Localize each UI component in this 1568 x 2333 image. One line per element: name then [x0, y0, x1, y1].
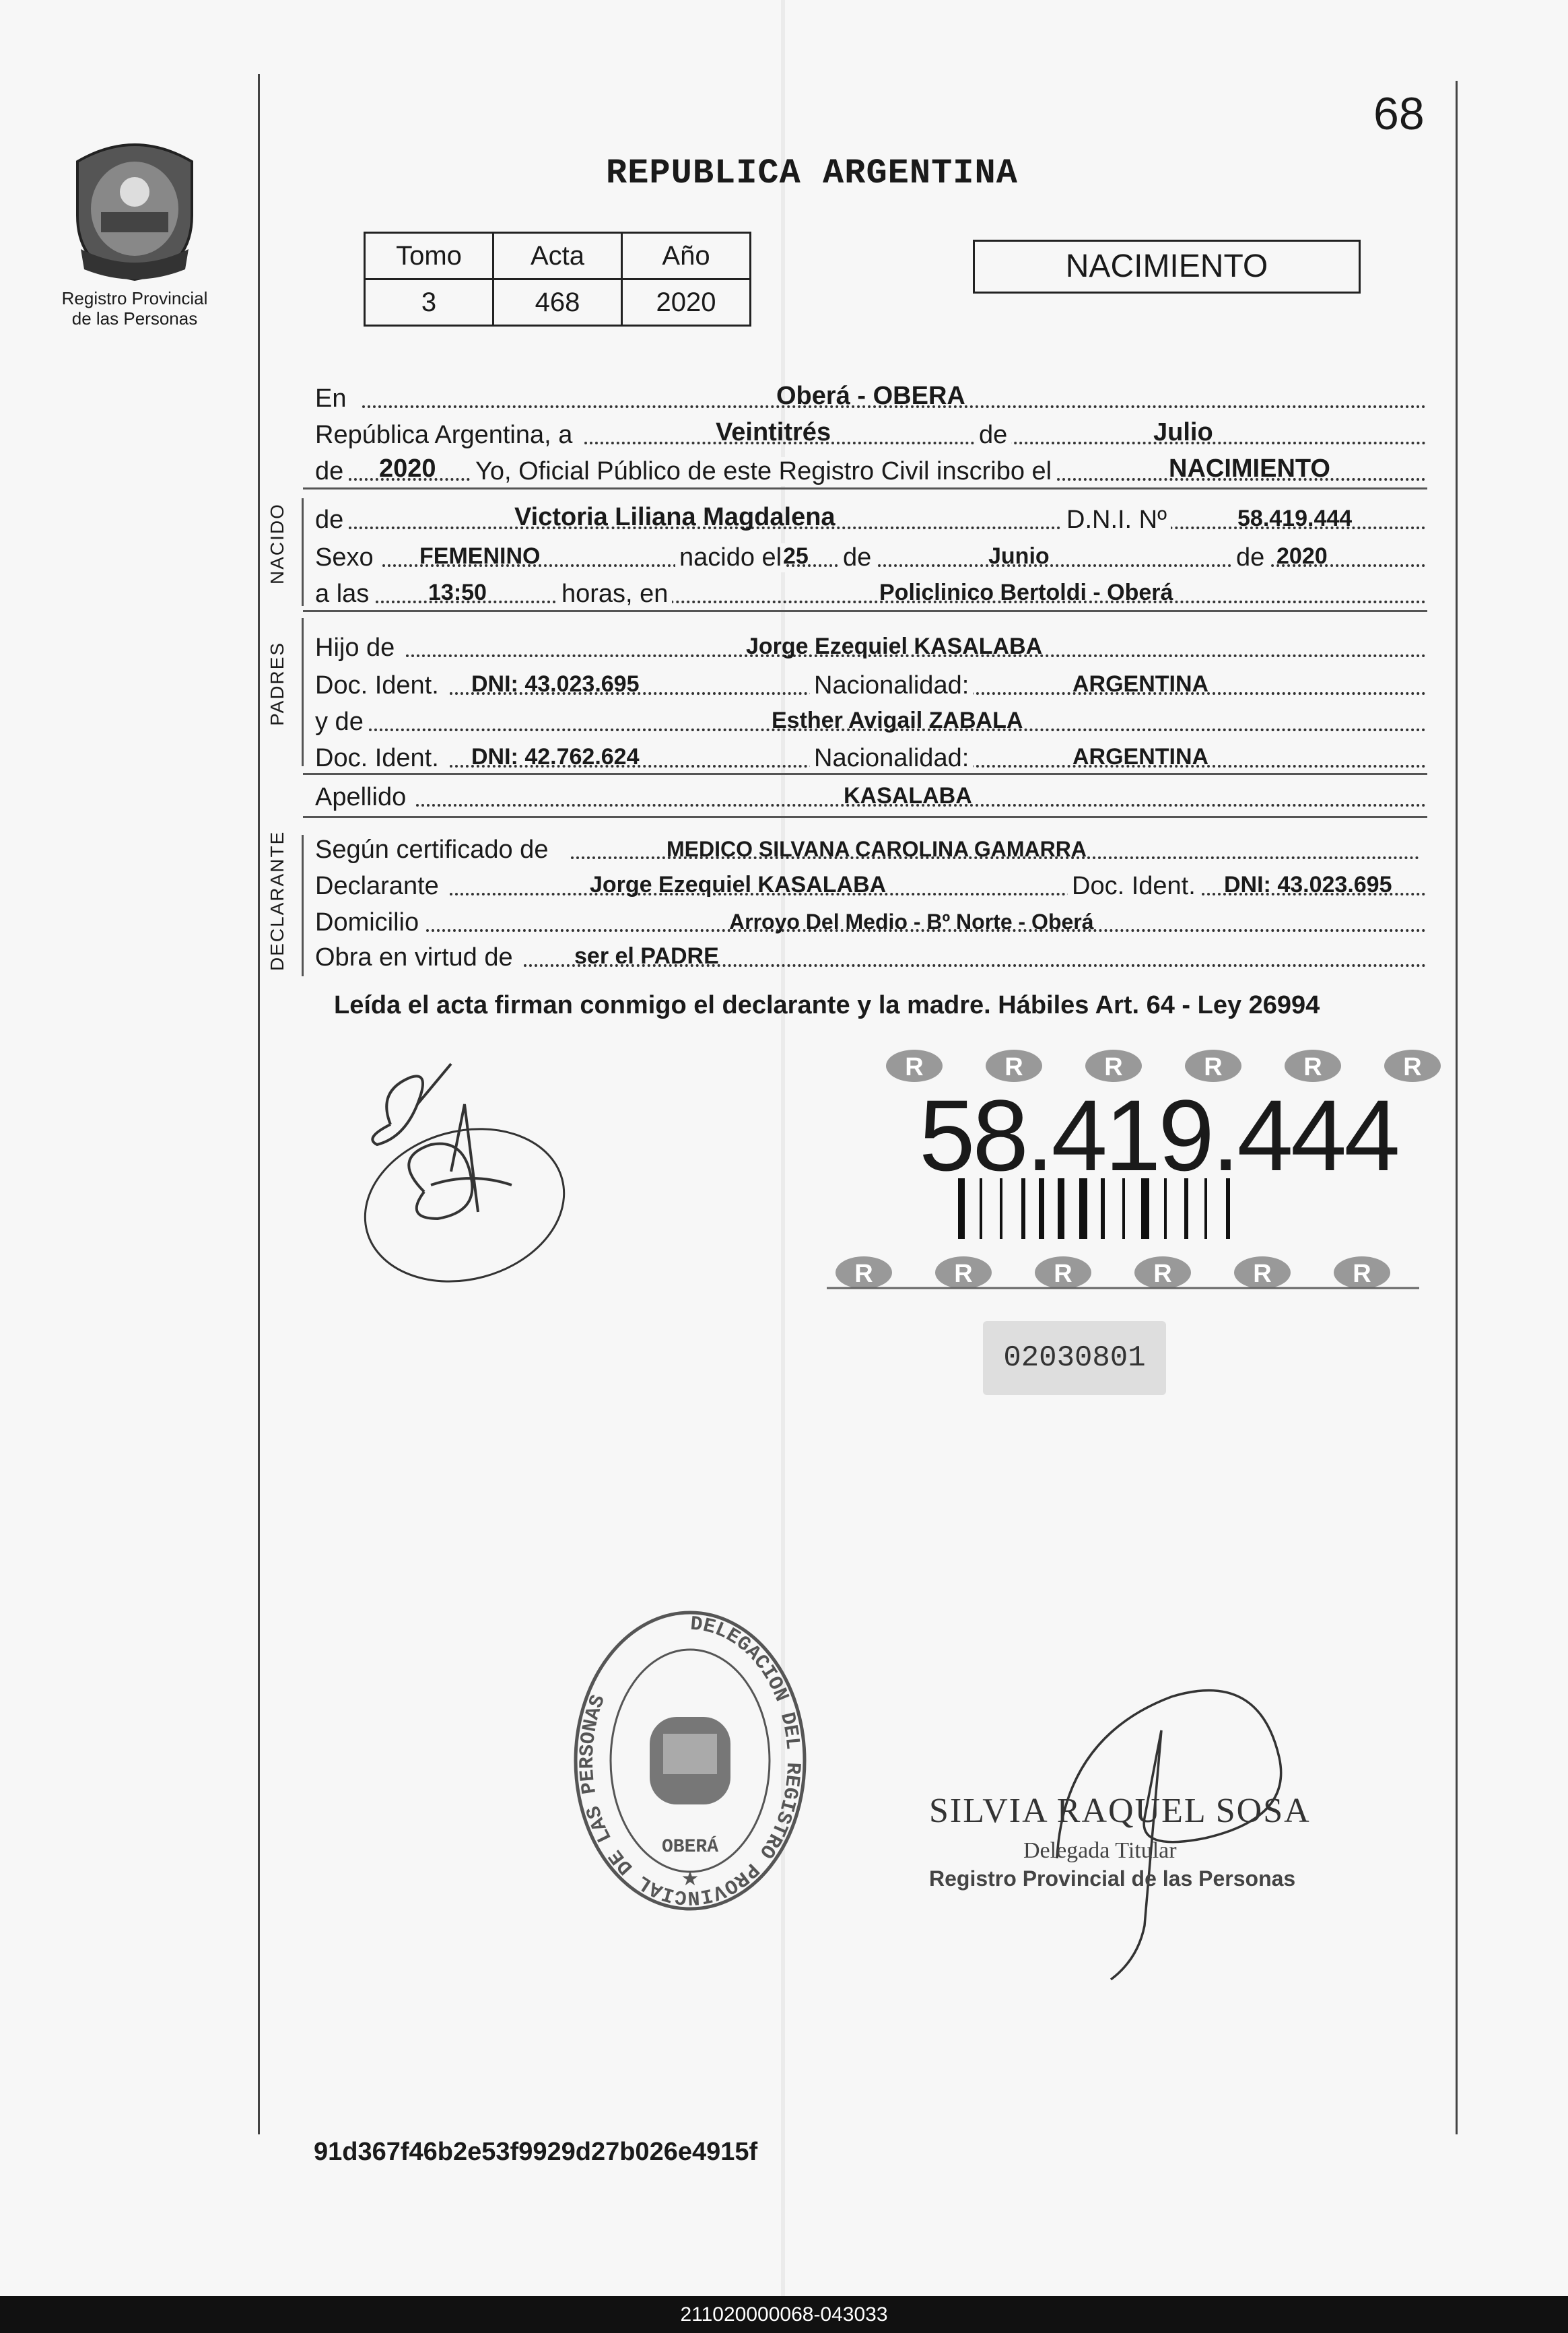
declarant-signature — [350, 1050, 579, 1293]
logo-caption — [40, 288, 229, 329]
anio-value: 2020 — [622, 279, 751, 326]
madre-nac-label: Nacionalidad: — [810, 744, 973, 773]
official-stamp-icon — [566, 1602, 815, 1919]
declarante-bar — [302, 835, 304, 976]
pattern-letter: R — [1403, 1053, 1422, 1081]
y-de-label: y de — [315, 708, 368, 737]
registry-table — [364, 232, 751, 327]
madre-doc-value: DNI: 42.762.624 — [471, 744, 640, 770]
anio-header: Año — [622, 233, 751, 279]
tomo-header: Tomo — [365, 233, 493, 279]
oficial-label: Yo, Oficial Público de este Registro Civil inscribo el — [471, 457, 1056, 486]
pattern-letter: R — [1004, 1053, 1023, 1081]
tomo-value: 3 — [365, 279, 493, 326]
republica-label: República Argentina, a — [315, 421, 576, 450]
document-title: REPUBLICA ARGENTINA — [606, 154, 1018, 193]
certificado-label: Según certificado de — [315, 836, 552, 865]
de-nombre-label: de — [315, 506, 347, 535]
document-hash: 91d367f46b2e53f9929d27b026e4915f — [314, 2138, 758, 2166]
separator — [303, 773, 1427, 775]
de2-label: de — [315, 457, 347, 486]
padre-nac-value: ARGENTINA — [1072, 671, 1209, 697]
declarante-doc-value: DNI: 43.023.695 — [1224, 872, 1392, 898]
pattern-letter: R — [1303, 1053, 1322, 1081]
dia-value: Veintitrés — [716, 418, 831, 446]
padre-nac-label: Nacionalidad: — [810, 671, 973, 700]
left-margin-line — [258, 74, 260, 2134]
row-certificado — [315, 828, 1426, 866]
pattern-letter: R — [1104, 1053, 1123, 1081]
domicilio-label: Domicilio — [315, 908, 423, 937]
pattern-letter: R — [1353, 1260, 1371, 1288]
signatory-role: Delegada Titular — [1023, 1838, 1177, 1863]
pattern-letter: R — [1204, 1053, 1223, 1081]
logo-caption-line2: de las Personas — [71, 308, 198, 329]
separator — [303, 487, 1427, 489]
dni-label-number: 58.419.444 — [919, 1079, 1398, 1192]
sexo-value: FEMENINO — [419, 543, 541, 569]
row-declarante — [315, 865, 1426, 902]
mes-value: Julio — [1153, 418, 1213, 446]
nac-de2-label: de — [1232, 543, 1268, 572]
obra-value: ser el PADRE — [574, 943, 719, 969]
domicilio-value: Arroyo Del Medio - Bº Norte - Oberá — [729, 910, 1094, 934]
fold-crease — [781, 0, 785, 2296]
padre-value: Jorge Ezequiel KASALABA — [746, 634, 1043, 659]
madre-value: Esther Avigail ZABALA — [772, 708, 1023, 733]
closing-note: Leída el acta firman conmigo el declarante y la madre. Hábiles Art. 64 - Ley 26994 — [334, 991, 1320, 1019]
row-domicilio — [315, 901, 1426, 939]
record-type-box: NACIMIENTO — [973, 240, 1361, 294]
hora-value: 13:50 — [428, 580, 487, 605]
a-las-label: a las — [315, 580, 373, 609]
province-seal-icon — [64, 135, 205, 283]
nombre-value: Victoria Liliana Magdalena — [514, 503, 836, 531]
pattern-letter: R — [905, 1053, 924, 1081]
nac-de-label: de — [839, 543, 875, 572]
apellido-label: Apellido — [315, 783, 410, 812]
tipo-value: NACIMIENTO — [1169, 454, 1330, 483]
pattern-letter: R — [1054, 1260, 1072, 1288]
right-margin-line — [1456, 81, 1458, 2134]
certificado-value: MEDICO SILVANA CAROLINA GAMARRA — [667, 837, 1087, 861]
control-number: 02030801 — [983, 1321, 1166, 1395]
declarante-value: Jorge Ezequiel KASALABA — [590, 872, 887, 898]
hijo-de-label: Hijo de — [315, 634, 399, 663]
row-nombre — [315, 498, 1426, 536]
nacido-bar — [302, 498, 304, 606]
separator — [303, 610, 1427, 612]
horas-label: horas, en — [557, 580, 672, 609]
nac-mes-value: Junio — [988, 543, 1050, 569]
row-oficial — [315, 450, 1426, 487]
padre-doc-label: Doc. Ident. — [315, 671, 443, 700]
row-apellido — [315, 776, 1426, 813]
anio-written: 2020 — [379, 454, 436, 483]
en-label: En — [315, 384, 350, 413]
logo-caption-line1: Registro Provincial — [61, 288, 208, 308]
row-madre-doc — [315, 737, 1426, 774]
row-en — [315, 377, 1426, 415]
lugar-value: Oberá - OBERA — [776, 382, 965, 410]
acta-value: 468 — [493, 279, 622, 326]
nacido-side-label: NACIDO — [267, 503, 287, 584]
dni-label: D.N.I. Nº — [1062, 506, 1171, 535]
declarante-doc-label: Doc. Ident. — [1068, 872, 1200, 901]
row-padre-doc — [315, 664, 1426, 702]
row-madre — [315, 700, 1426, 738]
obra-label: Obra en virtud de — [315, 943, 517, 972]
pattern-letter: R — [854, 1260, 873, 1288]
nacido-el-label: nacido el — [675, 543, 786, 572]
pattern-letter: R — [1253, 1260, 1272, 1288]
madre-doc-label: Doc. Ident. — [315, 744, 443, 773]
signatory-name: SILVIA RAQUEL SOSA — [929, 1792, 1311, 1830]
de-label: de — [975, 421, 1011, 450]
signatory-org: Registro Provincial de las Personas — [929, 1866, 1296, 1891]
lugar-nac-value: Policlinico Bertoldi - Oberá — [879, 580, 1173, 605]
stamp-ring-text: DELEGACION DEL REGISTRO PROVINCIAL DE LAS PERSONAS — [576, 1613, 805, 1909]
acta-header: Acta — [493, 233, 622, 279]
pattern-letter: R — [1153, 1260, 1172, 1288]
madre-nac-value: ARGENTINA — [1072, 744, 1209, 770]
nac-anio-value: 2020 — [1276, 543, 1328, 569]
row-republica — [315, 413, 1426, 451]
row-sexo — [315, 536, 1426, 574]
svg-text:★: ★ — [681, 1868, 700, 1890]
stamp-city-text: OBERÁ — [661, 1837, 719, 1858]
pattern-letter: R — [954, 1260, 973, 1288]
page-number: 68 — [1373, 88, 1425, 139]
row-obra — [315, 936, 1426, 974]
separator — [303, 816, 1427, 818]
row-padre — [315, 626, 1426, 664]
apellido-value: KASALABA — [844, 783, 972, 809]
declarante-side-label: DECLARANTE — [267, 830, 287, 971]
dni-value: 58.419.444 — [1237, 506, 1353, 531]
padres-side-label: PADRES — [267, 641, 287, 726]
document-id-bar: 211020000068-043033 — [0, 2296, 1568, 2333]
nac-dia-value: 25 — [783, 543, 809, 569]
row-hora — [315, 572, 1426, 610]
padre-doc-value: DNI: 43.023.695 — [471, 671, 640, 697]
padres-bar — [302, 618, 304, 766]
declarante-label: Declarante — [315, 872, 443, 901]
sexo-label: Sexo — [315, 543, 378, 572]
